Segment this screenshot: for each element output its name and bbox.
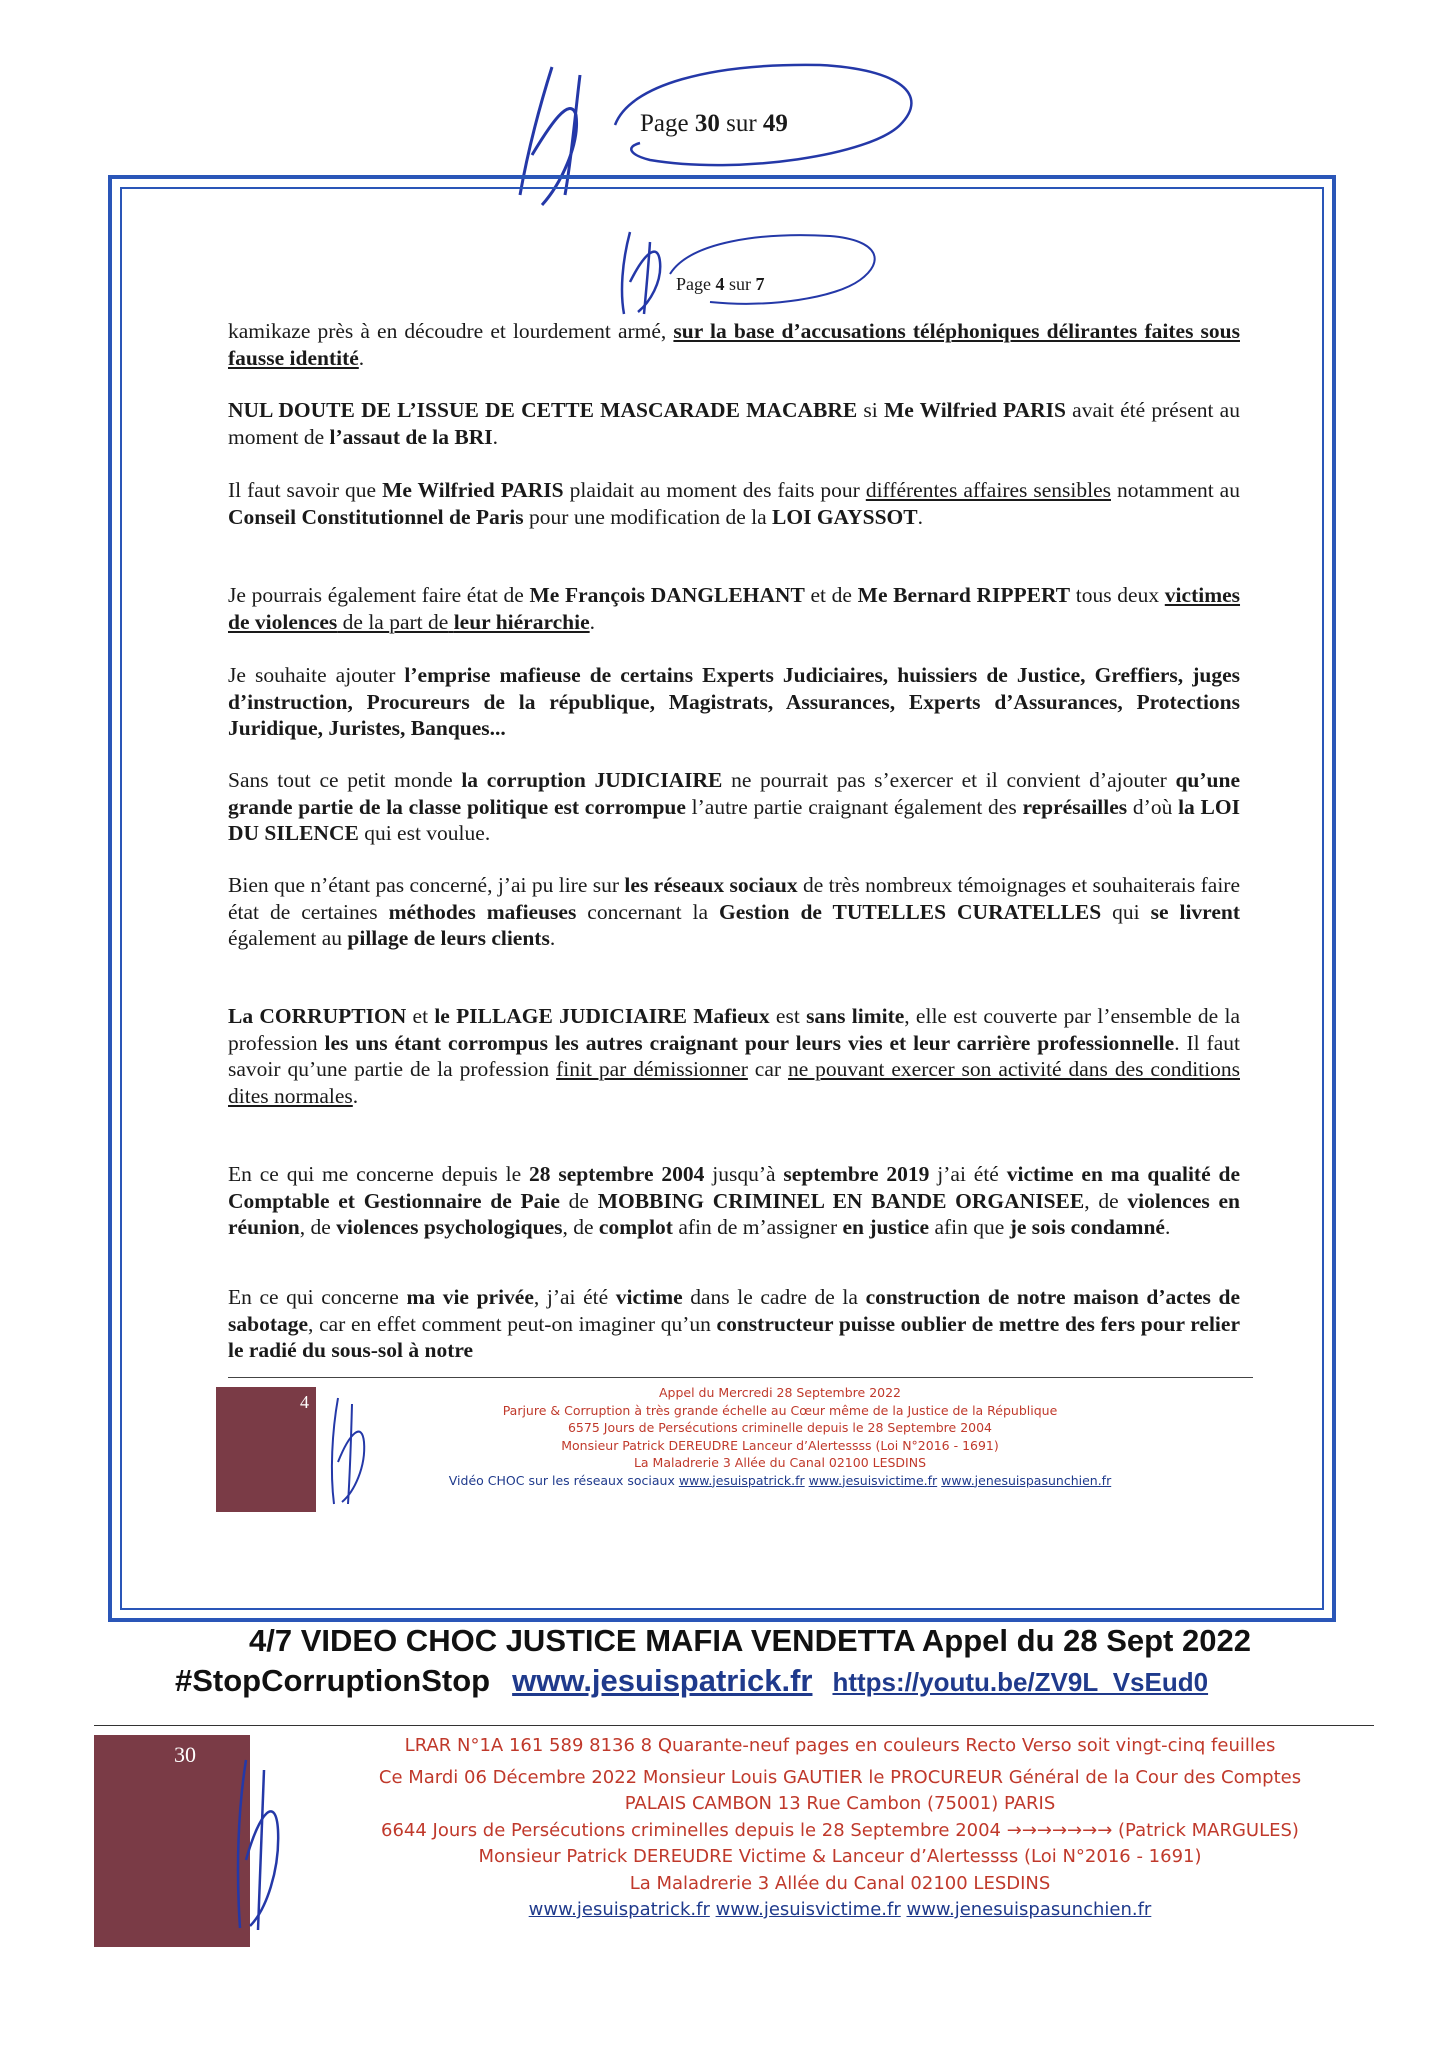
text-run: , j’ai été: [533, 1285, 616, 1309]
text-run: ma vie privée: [406, 1285, 534, 1309]
text-run: car: [747, 1057, 788, 1081]
outer-footer-links: [300, 1897, 1380, 1924]
link-jesuisvictime[interactable]: www.jesuisvictime.fr: [808, 1472, 938, 1488]
inner-page-prefix: Page: [676, 274, 716, 294]
outer-footer-line: Monsieur Patrick DEREUDRE Victime & Lanceur d’Alertessss (Loi N°2016 - 1691): [478, 1846, 1202, 1867]
text-run: qu’une grande partie de la classe politique est corrompue: [228, 768, 1240, 819]
text-run: , car en effet comment peut-on imaginer qu’un: [308, 1311, 717, 1336]
text-run: ne pouvant exercer son activité dans des conditions dites normales: [228, 1057, 1240, 1108]
text-run: avait été présent au moment de: [228, 398, 1240, 449]
text-run: la corruption JUDICIAIRE: [461, 768, 723, 792]
text-run: qui est voulue.: [358, 821, 491, 845]
outer-footer-line: Ce Mardi 06 Décembre 2022 Monsieur Louis GAUTIER le PROCUREUR Général de la Cour des Comptes: [378, 1766, 1302, 1788]
page-current: 30: [694, 110, 720, 137]
text-run: différentes affaires sensibles: [865, 478, 1111, 502]
text-run: notamment au: [1111, 478, 1240, 502]
text-run: ne pourrait pas s’exercer et il convient d’ajouter: [722, 768, 1176, 792]
outer-footer-text: [300, 1733, 1380, 1924]
text-run: septembre 2019: [783, 1162, 930, 1186]
text-run: représailles: [1022, 794, 1128, 819]
text-run: part de: [389, 609, 449, 634]
text-run: tous deux: [1070, 583, 1165, 607]
text-run: pour une modification de la: [523, 504, 773, 529]
text-run: Conseil Constitutionnel de Paris: [228, 504, 524, 529]
text-run: construction de notre maison: [865, 1285, 1139, 1309]
text-run: et: [406, 1004, 435, 1028]
text-run: .: [358, 345, 365, 370]
text-run: également au: [228, 926, 348, 950]
text-run: . Il faut savoir qu’une partie de la profession: [228, 1030, 1240, 1081]
text-run: méthodes mafieuses: [388, 899, 577, 924]
paragraph-8: [228, 1003, 1240, 1109]
text-run: complot: [598, 1215, 673, 1239]
outer-footer-page-number: 30: [174, 1742, 196, 1767]
inner-footer-line: Appel du Mercredi 28 Septembre 2022: [658, 1385, 902, 1400]
text-run: d’où: [1127, 794, 1179, 819]
link-jesuispatrick[interactable]: www.jesuispatrick.fr: [678, 1472, 805, 1488]
video-headline: 4/7 VIDEO CHOC JUSTICE MAFIA VENDETTA Appel du 28 Sept 2022: [249, 1623, 1251, 1658]
paragraph-2: [228, 397, 1240, 450]
text-run: jusqu’à: [704, 1162, 784, 1186]
text-run: d’actes de sabotage: [228, 1285, 1241, 1336]
text-run: leur hiérarchie: [453, 609, 590, 634]
outer-footer-page-box: [94, 1735, 250, 1947]
text-run: si: [857, 398, 884, 422]
text-run: Me Bernard RIPPERT: [857, 583, 1071, 607]
text-run: 28 septembre 2004: [529, 1162, 705, 1186]
text-run: .: [917, 504, 923, 529]
outer-footer-rule: [94, 1725, 1374, 1726]
text-run: concernant la: [576, 899, 720, 924]
paragraph-6: [228, 767, 1240, 847]
link-jesuispatrick[interactable]: www.jesuispatrick.fr: [528, 1899, 710, 1920]
text-run: est: [769, 1004, 807, 1028]
text-run: les uns étant corrompus les autres craignant pour leurs vies et leur carrière professionnelle: [324, 1030, 1175, 1055]
text-run: sans limite: [806, 1004, 905, 1028]
outer-page-counter: [640, 110, 788, 138]
text-run: victime: [615, 1285, 683, 1309]
headline-site-link[interactable]: www.jesuispatrick.fr: [512, 1663, 813, 1698]
inner-footer-rule: [228, 1377, 1253, 1378]
inner-page-current: 4: [715, 274, 725, 294]
text-run: , de: [562, 1215, 599, 1239]
text-run: les réseaux sociaux: [624, 873, 798, 897]
text-run: Je pourrais également faire état de: [228, 583, 530, 607]
text-run: de la: [337, 609, 390, 634]
text-run: , de: [1084, 1188, 1128, 1213]
hashtag-line: [175, 1663, 1325, 1699]
inner-footer-page-number: 4: [300, 1392, 309, 1412]
text-run: victime en ma qualité de Comptable et Gestionnaire de Paie: [228, 1162, 1241, 1213]
inner-footer-text: [340, 1384, 1220, 1489]
text-run: En ce qui concerne: [228, 1285, 407, 1309]
outer-footer-line: LRAR N°1A 161 589 8136 8 Quarante-neuf pages en couleurs Recto Verso soit vingt-cinq feuilles: [404, 1735, 1276, 1756]
text-run: j’ai été: [929, 1162, 1007, 1186]
text-run: , de: [299, 1215, 337, 1239]
paragraph-3: [228, 477, 1240, 530]
text-run: .: [492, 424, 498, 449]
text-run: LOI GAYSSOT: [772, 504, 918, 529]
text-run: afin que: [929, 1215, 1010, 1239]
text-run: .: [549, 926, 556, 950]
paragraph-4: [228, 582, 1240, 635]
page-middle: sur: [719, 110, 763, 137]
text-run: .: [1164, 1215, 1171, 1239]
text-run: Bien que n’étant pas concerné, j’ai pu lire sur: [228, 873, 625, 897]
link-jesuisvictime[interactable]: www.jesuisvictime.fr: [715, 1899, 901, 1920]
text-run: l’assaut de la BRI: [329, 424, 493, 449]
text-run: La CORRUPTION: [228, 1004, 407, 1028]
page-prefix: Page: [640, 110, 695, 137]
outer-footer-line: PALAIS CAMBON 13 Rue Cambon (75001) PARIS: [624, 1793, 1056, 1814]
text-run: plaidait au moment des faits pour: [563, 478, 866, 502]
inner-footer-line: Parjure & Corruption à très grande échelle au Cœur même de la Justice de la République: [502, 1402, 1058, 1418]
text-run: je sois condamné: [1009, 1215, 1165, 1239]
text-run: de: [559, 1188, 598, 1213]
inner-footer-line: La Maladrerie 3 Allée du Canal 02100 LESDINS: [633, 1455, 927, 1470]
text-run: En ce qui me concerne depuis le: [228, 1162, 529, 1186]
text-run: le PILLAGE JUDICIAIRE Mafieux: [434, 1004, 770, 1028]
text-run: sur la base d’accusations téléphoniques délirantes faites sous fausse identité: [228, 319, 1240, 370]
inner-page-counter: [676, 274, 765, 295]
text-run: en justice: [842, 1215, 930, 1239]
text-run: Me Wilfried PARIS: [883, 398, 1066, 422]
text-run: Je souhaite ajouter: [228, 663, 405, 687]
page-total: 49: [762, 110, 788, 137]
text-run: l’autre partie craignant également des: [685, 794, 1023, 819]
text-run: kamikaze près à en découdre et lourdement armé,: [228, 319, 674, 343]
inner-footer-line: 6575 Jours de Persécutions criminelle depuis le 28 Septembre 2004: [567, 1420, 993, 1435]
paragraph-10: [228, 1284, 1240, 1364]
text-run: constructeur puisse oublier de mettre des fers pour relier le radié du sous-sol à notre: [228, 1311, 1240, 1362]
text-run: Me Wilfried PARIS: [382, 478, 564, 502]
paragraph-5: [228, 662, 1240, 742]
text-run: qui: [1101, 899, 1151, 924]
text-run: MOBBING CRIMINEL EN BANDE ORGANISEE: [597, 1188, 1085, 1213]
inner-page-middle: sur: [724, 274, 756, 294]
text-run: Me François DANGLEHANT: [529, 583, 805, 607]
text-run: afin de m’assigner: [672, 1215, 843, 1239]
inner-footer-video-label: Vidéo CHOC sur les réseaux sociaux: [448, 1472, 679, 1488]
text-run: dans le cadre de la: [682, 1285, 866, 1309]
text-run: Il faut savoir que: [228, 478, 383, 502]
inner-footer-line: Monsieur Patrick DEREUDRE Lanceur d’Alertessss (Loi N°2016 - 1691): [561, 1437, 999, 1453]
paragraph-7: [228, 872, 1240, 952]
text-run: .: [589, 609, 596, 634]
hashtag: #StopCorruptionStop: [175, 1663, 491, 1698]
text-run: Sans tout ce petit monde: [228, 768, 462, 792]
link-jenesuispasunchien[interactable]: www.jenesuispasunchien.fr: [941, 1472, 1112, 1488]
text-run: et de: [804, 583, 858, 607]
text-run: l’emprise mafieuse de certains Experts Judiciaires, huissiers de Justice, Greffiers, juges d’instruction, Procureurs de la république, Magistrats, Assurances, Experts d’Assurances, Protections Juridique, Juristes, Banques...: [228, 663, 1240, 740]
link-jenesuispasunchien[interactable]: www.jenesuispasunchien.fr: [906, 1899, 1152, 1920]
text-run: violences en réunion: [228, 1188, 1240, 1239]
outer-footer-line: 6644 Jours de Persécutions criminelles depuis le 28 Septembre 2004 →→→→→→→ (Patrick MARGULES): [381, 1819, 1299, 1841]
text-run: violences psychologiques: [336, 1215, 563, 1239]
text-run: se livrent: [1150, 899, 1240, 924]
text-run: .: [352, 1083, 359, 1108]
text-run: pillage de leurs clients: [347, 926, 550, 950]
inner-footer-links: [340, 1472, 1220, 1490]
text-run: la LOI DU SILENCE: [228, 794, 1240, 845]
text-run: NUL DOUTE DE L’ISSUE DE CETTE MASCARADE MACABRE: [228, 398, 858, 422]
text-run: victimes de violences: [228, 583, 1241, 634]
text-run: , elle est couverte par l’ensemble de la profession: [228, 1004, 1240, 1055]
paragraph-9: [228, 1161, 1240, 1241]
inner-page-total: 7: [755, 274, 765, 294]
text-run: de très nombreux témoignages et souhaiterais faire état de certaines: [228, 873, 1241, 924]
outer-footer-line: La Maladrerie 3 Allée du Canal 02100 LESDINS: [629, 1872, 1051, 1894]
text-run: Gestion de TUTELLES CURATELLES: [719, 899, 1102, 924]
paragraph-1: [228, 318, 1240, 371]
headline-youtube-link[interactable]: https://youtu.be/ZV9L_VsEud0: [832, 1667, 1209, 1697]
text-run: finit par démissionner: [556, 1057, 748, 1081]
